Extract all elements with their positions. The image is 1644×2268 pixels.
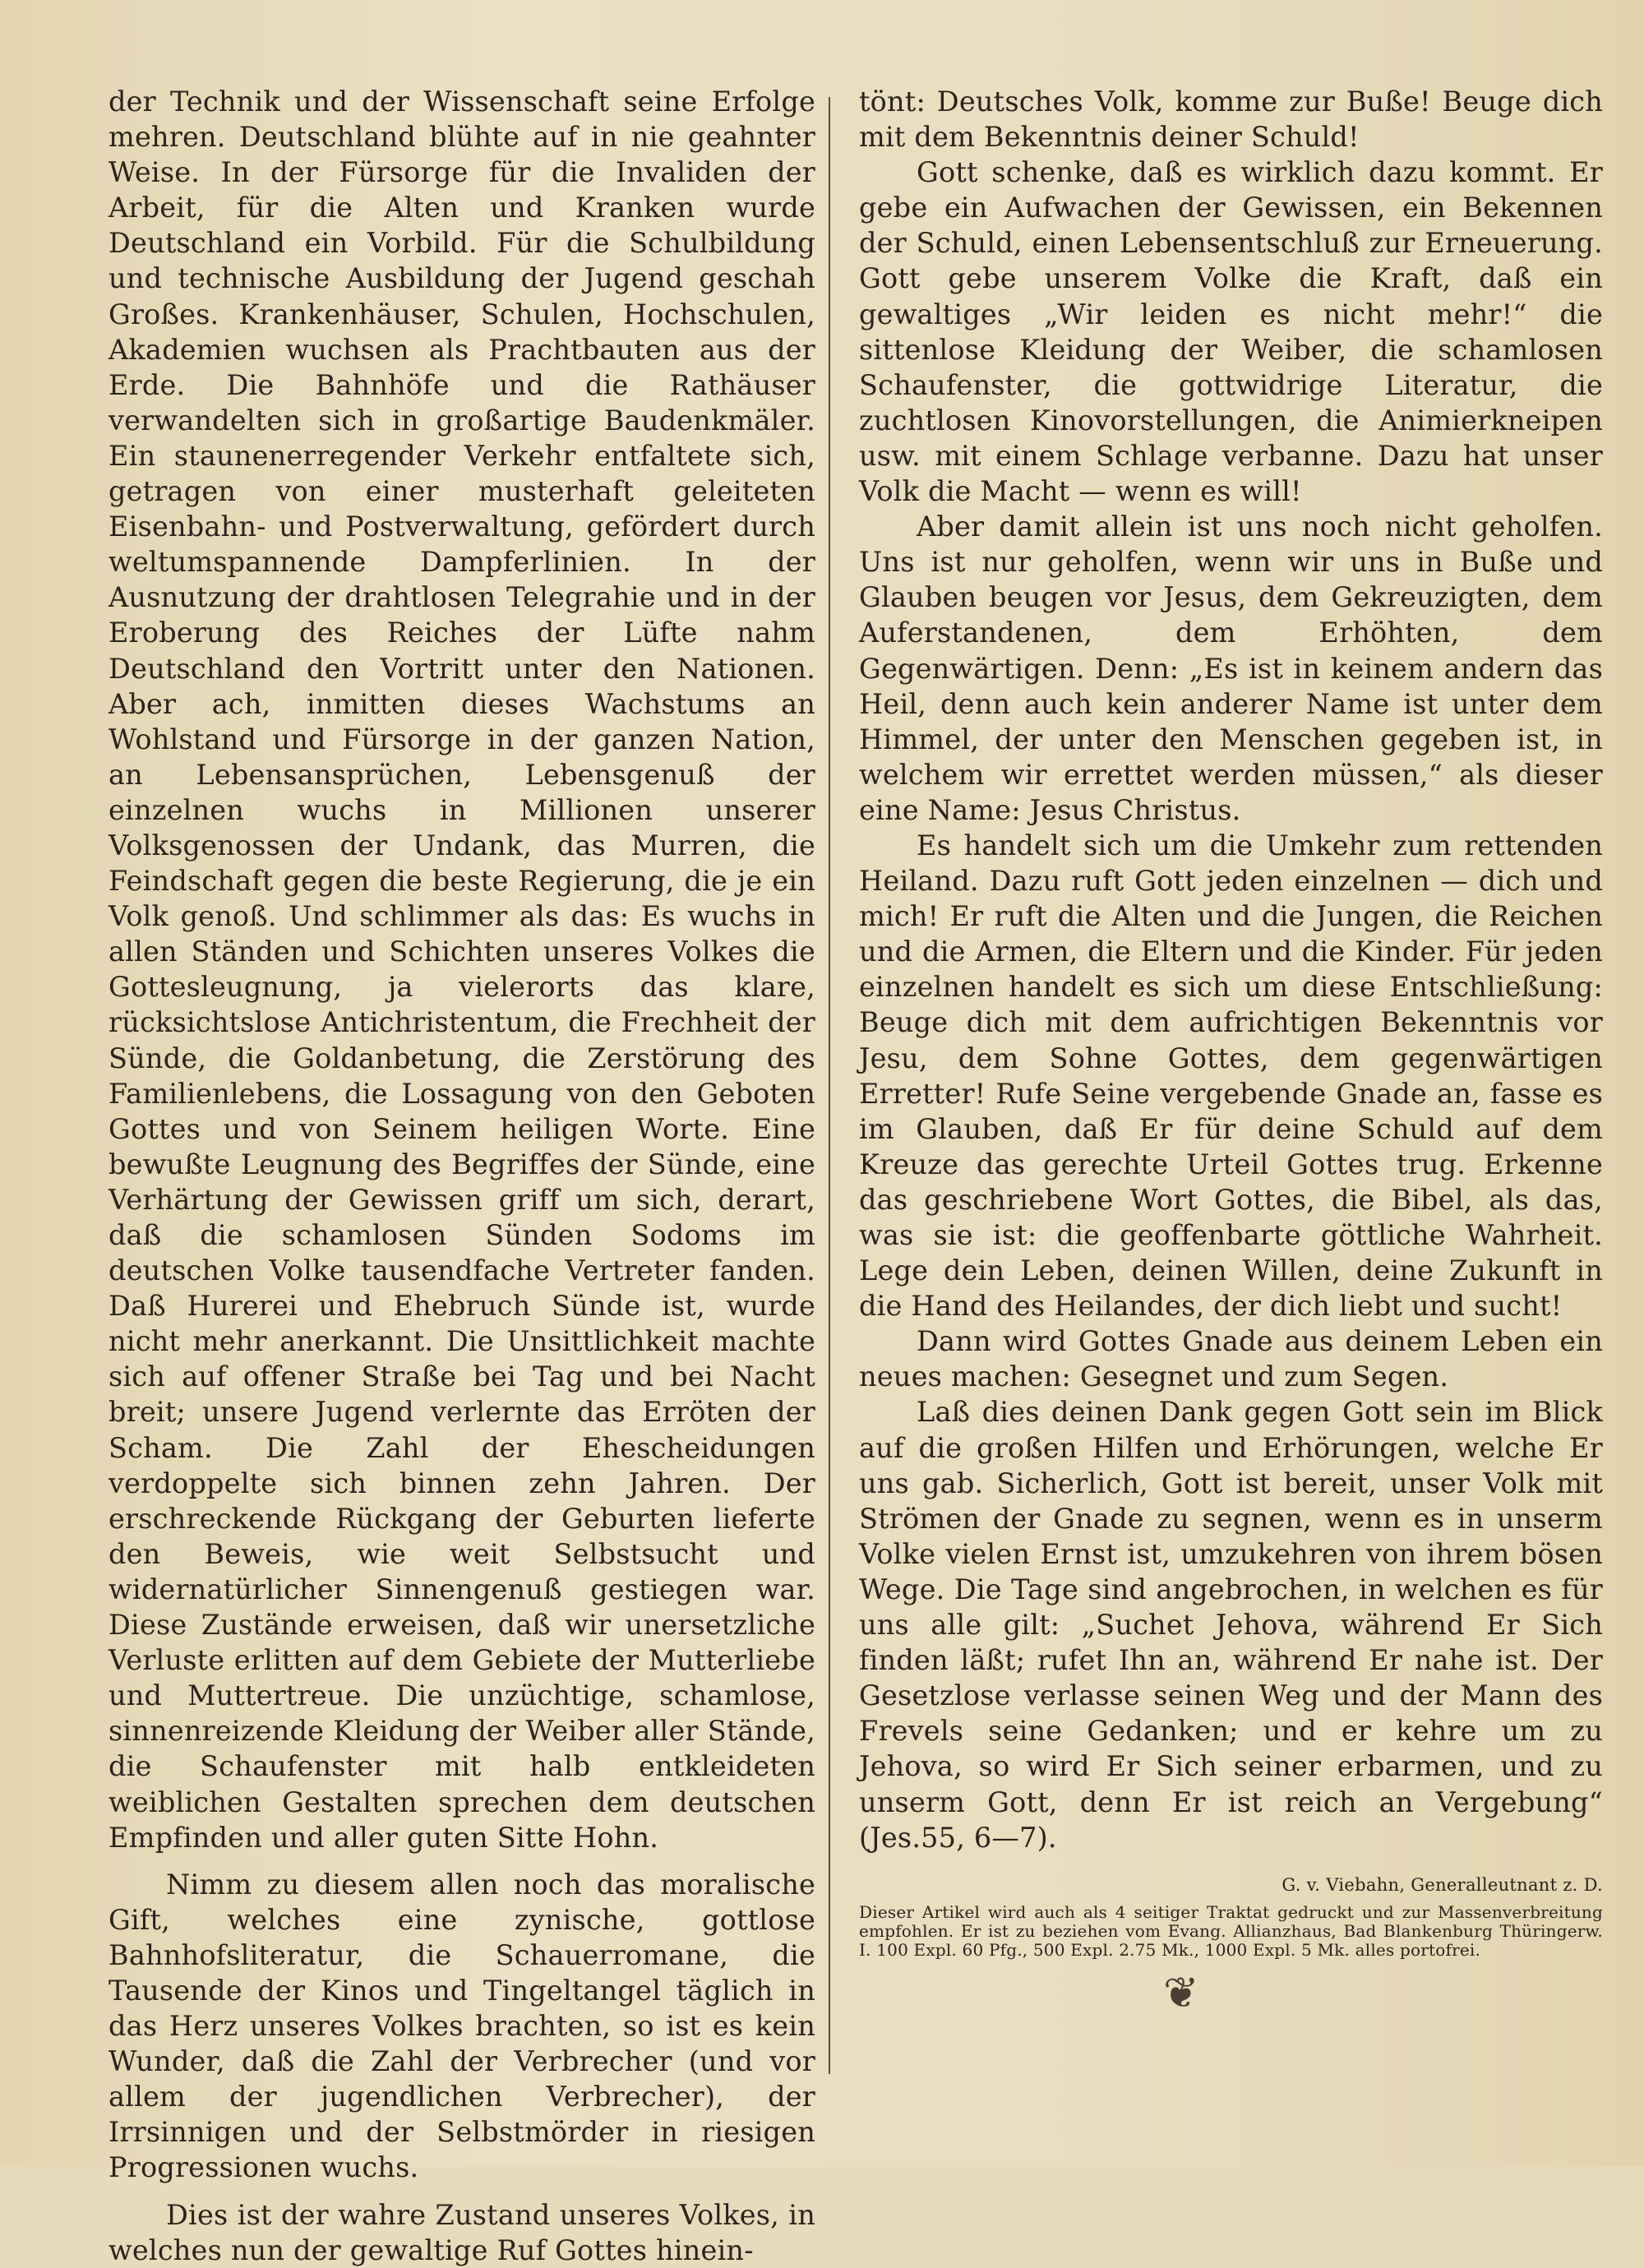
article-paragraph: Dann wird Gottes Gnade aus deinem Leben ein neues machen: Gesegnet und zum Segen. bbox=[859, 1325, 1603, 1393]
article-paragraph: Es handelt sich um die Umkehr zum rettenden Heiland. Dazu ruft Gott jeden einzelnen — dich und mich! Er ruft die Alten und die Jungen, die Reichen und die Armen, die Eltern und die Kinder. Für jeden einzelnen handelt es sich um diese Entschließung: Beuge dich mit dem aufrichtigen Bekenntnis vor Jesu, dem Sohne Gottes, dem gegenwärtigen Erretter! Rufe Seine vergebende Gnade an, fasse es im Glauben, daß Er für deine Schuld auf dem Kreuze das gerechte Urteil Gottes trug. Erkenne das geschriebene Wort Gottes, die Bibel, als das, was sie ist: die geoffenbarte göttliche Wahrheit. Lege dein Leben, deinen Willen, deine Zukunft in die Hand des Heilandes, der dich liebt und sucht! bbox=[859, 829, 1603, 1323]
article-paragraph: Aber damit allein ist uns noch nicht geholfen. Uns ist nur geholfen, wenn wir uns in Buße und Glauben beugen vor Jesus, dem Gekreuzigten, dem Auferstandenen, dem Erhöhten, dem Gegenwärtigen. Denn: „Es ist in keinem andern das Heil, denn auch kein anderer Name ist unter dem Himmel, der unter den Menschen gegeben ist, in welchem wir errettet werden müssen,“ als dieser eine Name: Jesus Christus. bbox=[859, 510, 1603, 826]
column-divider bbox=[829, 97, 830, 2074]
article-paragraph: Nimm zu diesem allen noch das moralische Gift, welches eine zynische, gottlose Bahnhofsliteratur, die Schauerromane, die Tausende der Kinos und Tingeltangel täglich in das Herz unseres Volkes brachten, so ist es kein Wunder, daß die Zahl der Verbrecher (und vor allem der jugendlichen Verbrecher), der Irrsinnigen und der Selbstmörder in riesigen Progressionen wuchs. bbox=[109, 1868, 815, 2184]
author-signature: G. v. Viebahn, Generalleutnant z. D. bbox=[1281, 1874, 1603, 1895]
tract-note: Dieser Artikel wird auch als 4 seitiger Traktat gedruckt und zur Massenverbreitung empfohlen. Er ist zu beziehen vom Evang. Allianzhaus, Bad Blankenburg Thüringerw. I. 100 Expl. 60 Pfg., 500 Expl. 2.75 Mk., 1000 Expl. 5 Mk. alles portofrei. bbox=[859, 1901, 1603, 1960]
article-paragraph: der Technik und der Wissenschaft seine Erfolge mehren. Deutschland blühte auf in nie geahnter Weise. In der Fürsorge für die Invaliden der Arbeit, für die Alten und Kranken wurde Deutschland ein Vorbild. Für die Schulbildung und technische Ausbildung der Jugend geschah Großes. Krankenhäuser, Schulen, Hochschulen, Akademien wuchsen als Prachtbauten aus der Erde. Die Bahnhöfe und die Rathäuser verwandelten sich in großartige Baudenkmäler. Ein staunenerregender Verkehr entfaltete sich, getragen von einer musterhaft geleiteten Eisenbahn- und Postverwaltung, gefördert durch weltumspannende Dampferlinien. In der Ausnutzung der drahtlosen Telegrahie und in der Eroberung des Reiches der Lüfte nahm Deutschland den Vortritt unter den Nationen. Aber ach, inmitten dieses Wachstums an Wohlstand und Fürsorge in der ganzen Nation, an Lebensansprüchen, Lebensgenuß der einzelnen wuchs in Millionen unserer Volksgenossen der Undank, das Murren, die Feindschaft gegen die beste Regierung, die je ein Volk genoß. Und schlimmer als das: Es wuchs in allen Ständen und Schichten unseres Volkes die Gottesleugnung, ja vielerorts das klare, rücksichtslose Antichristentum, die Frechheit der Sünde, die Goldanbetung, die Zerstörung des Familienlebens, die Lossagung von den Geboten Gottes und von Seinem heiligen Worte. Eine bewußte Leugnung des Begriffes der Sünde, eine Verhärtung der Gewissen griff um sich, derart, daß die schamlosen Sünden Sodoms im deutschen Volke tausendfache Vertreter fanden. Daß Hurerei und Ehebruch Sünde ist, wurde nicht mehr anerkannt. Die Unsittlichkeit machte sich auf offener Straße bei Tag und bei Nacht breit; unsere Jugend verlernte das Erröten der Scham. Die Zahl der Ehescheidungen verdoppelte sich binnen zehn Jahren. Der erschreckende Rückgang der Geburten lieferte den Beweis, wie weit Selbstsucht und widernatürlicher Sinnengenuß gestiegen war. Diese Zustände erweisen, daß wir unersetzliche Verluste erlitten auf dem Gebiete der Mutterliebe und Muttertreue. Die unzüchtige, schamlose, sinnenreizende Kleidung der Weiber aller Stände, die Schaufenster mit halb entkleideten weiblichen Gestalten sprechen dem deutschen Empfinden und aller guten Sitte Hohn. bbox=[109, 85, 815, 1854]
article-paragraph: tönt: Deutsches Volk, komme zur Buße! Beuge dich mit dem Bekenntnis deiner Schuld! bbox=[859, 85, 1603, 154]
article-paragraph: Dies ist der wahre Zustand unseres Volkes, in welches nun der gewaltige Ruf Gottes hinein- bbox=[109, 2198, 815, 2266]
article-paragraph: Laß dies deinen Dank gegen Gott sein im Blick auf die großen Hilfen und Erhörungen, welche Er uns gab. Sicherlich, Gott ist bereit, unser Volk mit Strömen der Gnade zu segnen, wenn es in unserm Volke vielen Ernst ist, umzukehren von ihrem bösen Wege. Die Tage sind angebrochen, in welchen es für uns alle gilt: „Suchet Jehova, während Er Sich finden läßt; rufet Ihn an, während Er nahe ist. Der Gesetzlose verlasse seinen Weg und der Mann des Frevels seine Gedanken; und er kehre um zu Jehova, so wird Er Sich seiner erbarmen, und zu unserm Gott, denn Er ist reich an Vergebung“ (Jes.55, 6—7). bbox=[859, 1396, 1603, 1854]
article-paragraph: Gott schenke, daß es wirklich dazu kommt. Er gebe ein Aufwachen der Gewissen, ein Bekennen der Schuld, einen Lebensentschluß zur Erneuerung. Gott gebe unserem Volke die Kraft, daß ein gewaltiges „Wir leiden es nicht mehr!“ die sittenlose Kleidung der Weiber, die schamlosen Schaufenster, die gottwidrige Literatur, die zuchtlosen Kinovorstellungen, die Animierkneipen usw. mit einem Schlage verbanne. Dazu hat unser Volk die Macht — wenn es will! bbox=[859, 156, 1603, 508]
ornament-icon: ❦ bbox=[1163, 1969, 1199, 2018]
right-column bbox=[859, 84, 1603, 1960]
left-column bbox=[109, 84, 815, 2268]
